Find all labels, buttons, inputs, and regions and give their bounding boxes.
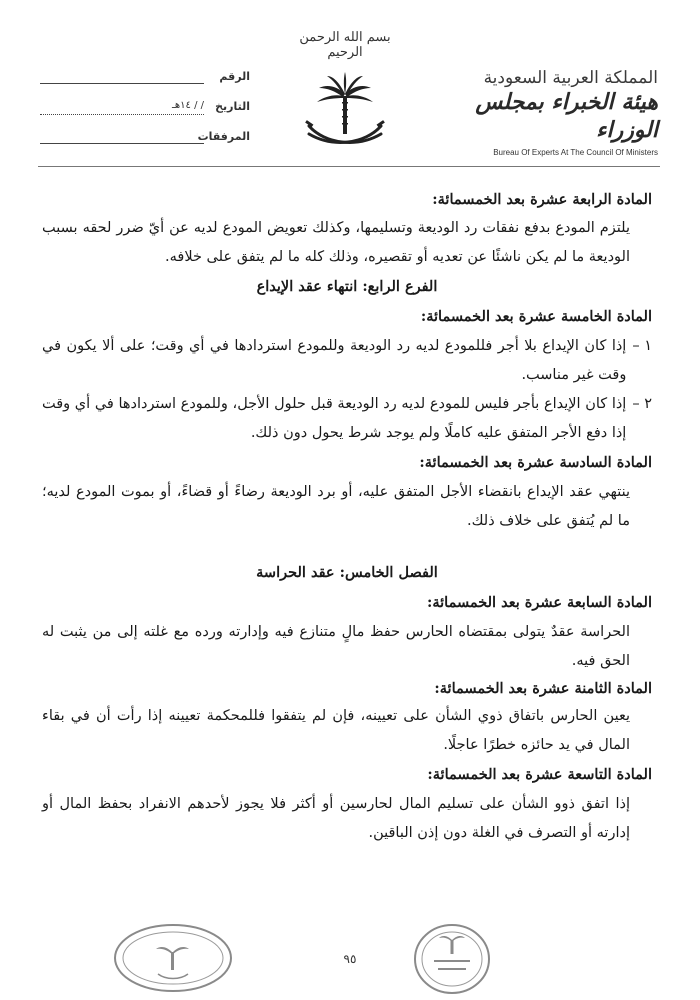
article-519-text: إذا اتفق ذوو الشأن على تسليم المال لحارسين أو أكثر فلا يجوز لأحدهم الانفراد بحفظ المال أو إدارته أو التصرف في الغلة دون إذن الباقين. — [42, 796, 630, 841]
article-516-title: المادة السادسة عشرة بعد الخمسمائة: — [419, 454, 652, 471]
article-517-title: المادة السابعة عشرة بعد الخمسمائة: — [426, 594, 652, 611]
ref-number-label: الرقم — [219, 70, 250, 83]
bureau-name-english: Bureau Of Experts At The Council Of Ministers — [493, 148, 658, 157]
ref-date-label: التاريخ — [215, 100, 250, 113]
official-stamp-right-icon — [412, 922, 492, 996]
bureau-header — [458, 68, 658, 157]
article-514-title: المادة الرابعة عشرة بعد الخمسمائة: — [432, 191, 652, 208]
item-number: ١ – — [632, 338, 652, 354]
kingdom-name: المملكة العربية السعودية — [483, 68, 658, 88]
article-516-text: ينتهي عقد الإيداع بانقضاء الأجل المتفق عليه، أو برد الوديعة رضاءً أو قضاءً، أو بموت المودع لديه؛ ما لم يُتفق على خلاف ذلك. — [42, 484, 630, 529]
ref-date-value: / / ١٤هـ — [171, 100, 204, 111]
item-text: إذا كان الإيداع بأجر فليس للمودع لديه رد الوديعة قبل حلول الأجل، وللمودع استردادها في أي وقت إذا دفع الأجر المتفق عليه كاملًا ولم يوجد شرط يحول دون ذلك. — [42, 396, 627, 441]
document-body — [42, 180, 652, 848]
header-divider — [38, 166, 660, 167]
article-518-title: المادة الثامنة عشرة بعد الخمسمائة: — [434, 680, 652, 697]
item-number: ٢ – — [632, 396, 652, 412]
page-number: ٩٥ — [343, 952, 357, 966]
article-518-text: يعين الحارس باتفاق ذوي الشأن على تعيينه، فإن لم يتفقوا فللمحكمة تعيينه إذا رأت أن في بقاء المال في يد حائزه خطرًا عاجلًا. — [42, 708, 630, 753]
article-515-title: المادة الخامسة عشرة بعد الخمسمائة: — [420, 308, 652, 325]
ref-date-line — [40, 114, 204, 115]
chapter-5-title: الفصل الخامس: عقد الحراسة — [256, 564, 438, 581]
ref-attachments-row — [40, 130, 250, 160]
article-519-title: المادة التاسعة عشرة بعد الخمسمائة: — [427, 766, 652, 783]
article-515-item-2 — [42, 390, 652, 448]
emblem-block — [290, 30, 400, 160]
basmala: بسم الله الرحمن الرحيم — [299, 30, 391, 60]
ref-number-row — [40, 70, 250, 100]
ref-date-row — [40, 100, 250, 130]
reference-fields — [40, 70, 250, 160]
bureau-name-arabic: هيئة الخبراء بمجلس الوزراء — [475, 89, 658, 143]
article-514-text: يلتزم المودع بدفع نفقات رد الوديعة وتسليمها، وكذلك تعويض المودع لديه عن أيّ ضرر لحقه بسبب الوديعة ما لم يكن ناشئًا عن تعديه أو تقصيره، وذلك كله ما لم يتفق على خلافه. — [42, 220, 630, 265]
item-text: إذا كان الإيداع بلا أجر فللمودع لديه رد الوديعة وللمودع استردادها في أي وقت؛ على ألا يكون في وقت غير مناسب. — [42, 338, 627, 383]
article-515-item-1 — [42, 332, 652, 390]
ref-attachments-line — [40, 143, 204, 144]
official-stamp-left-icon — [112, 922, 234, 994]
section-4-title: الفرع الرابع: انتهاء عقد الإيداع — [256, 278, 438, 295]
article-517-text: الحراسة عقدٌ يتولى بمقتضاه الحارس حفظ مالٍ متنازع فيه وإدارته ورده مع غلته إلى من يثبت له الحق فيه. — [42, 624, 630, 669]
ref-attachments-label: المرفقات — [197, 130, 250, 143]
saudi-emblem-icon — [297, 64, 393, 160]
ref-number-line — [40, 83, 204, 84]
